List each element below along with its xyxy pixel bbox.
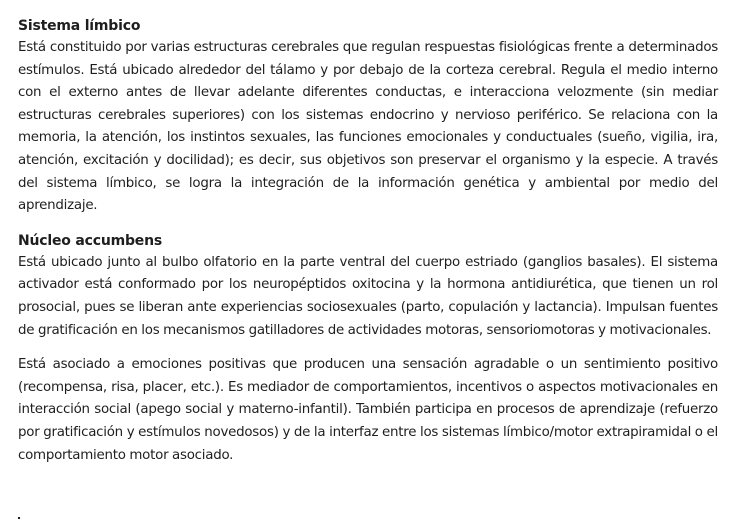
section-paragraph: Está constituido por varias estructuras cerebrales que regulan respuestas fisiológicas frente a determinados estímulos. Está ubicado alrededor del tálamo y por debajo de la corteza cerebral. Regula el medio interno con el externo antes de llevar adelante diferentes conductas, e interacciona velozmente (sin mediar estructuras cerebrales superiores) con los sistemas endocrino y nervioso periférico. Se relaciona con la memoria, la atención, los instintos sexuales, las funciones emocionales y conductuales (sueño, vigilia, ira, atención, excitación y docilidad); es decir, sus objetivos son preservar el organismo y la especie. A través del sistema límbico, se logra la integración de la información genética y ambiental por medio del aprendizaje. (18, 40, 718, 214)
section-paragraph: Está asociado a emociones positivas que producen una sensación agradable o un sentimiento positivo (recompensa, risa, placer, etc.). Es mediador de comportamientos, incentivos o aspectos motivacionales en interacción social (apego social y materno-infantil). También participa en procesos de aprendizaje (refuerzo por gratificación y estímulos novedosos) y de la interfaz entre los sistemas límbico/motor extrapiramidal o el comportamiento motor asociado. (18, 357, 718, 463)
stray-mark (18, 517, 20, 519)
section-heading: Núcleo accumbens (18, 232, 162, 249)
document-body (18, 15, 718, 467)
section-sistema-limbico (18, 15, 718, 218)
section-heading: Sistema límbico (18, 18, 141, 34)
section-paragraph: Está ubicado junto al bulbo olfatorio en la parte ventral del cuerpo estriado (ganglios basales). El sistema activador está conformado por los neuropéptidos oxitocina y la hormona antidiurética, que tienen un rol prosocial, pues se liberan ante experiencias sociosexuales (parto, copulación y lactancia). Impulsan fuentes de gratificación en los mecanismos gatilladores de actividades motoras, sensoriomotoras y motivacionales. (18, 254, 718, 338)
section-nucleo-accumbens (18, 230, 718, 467)
